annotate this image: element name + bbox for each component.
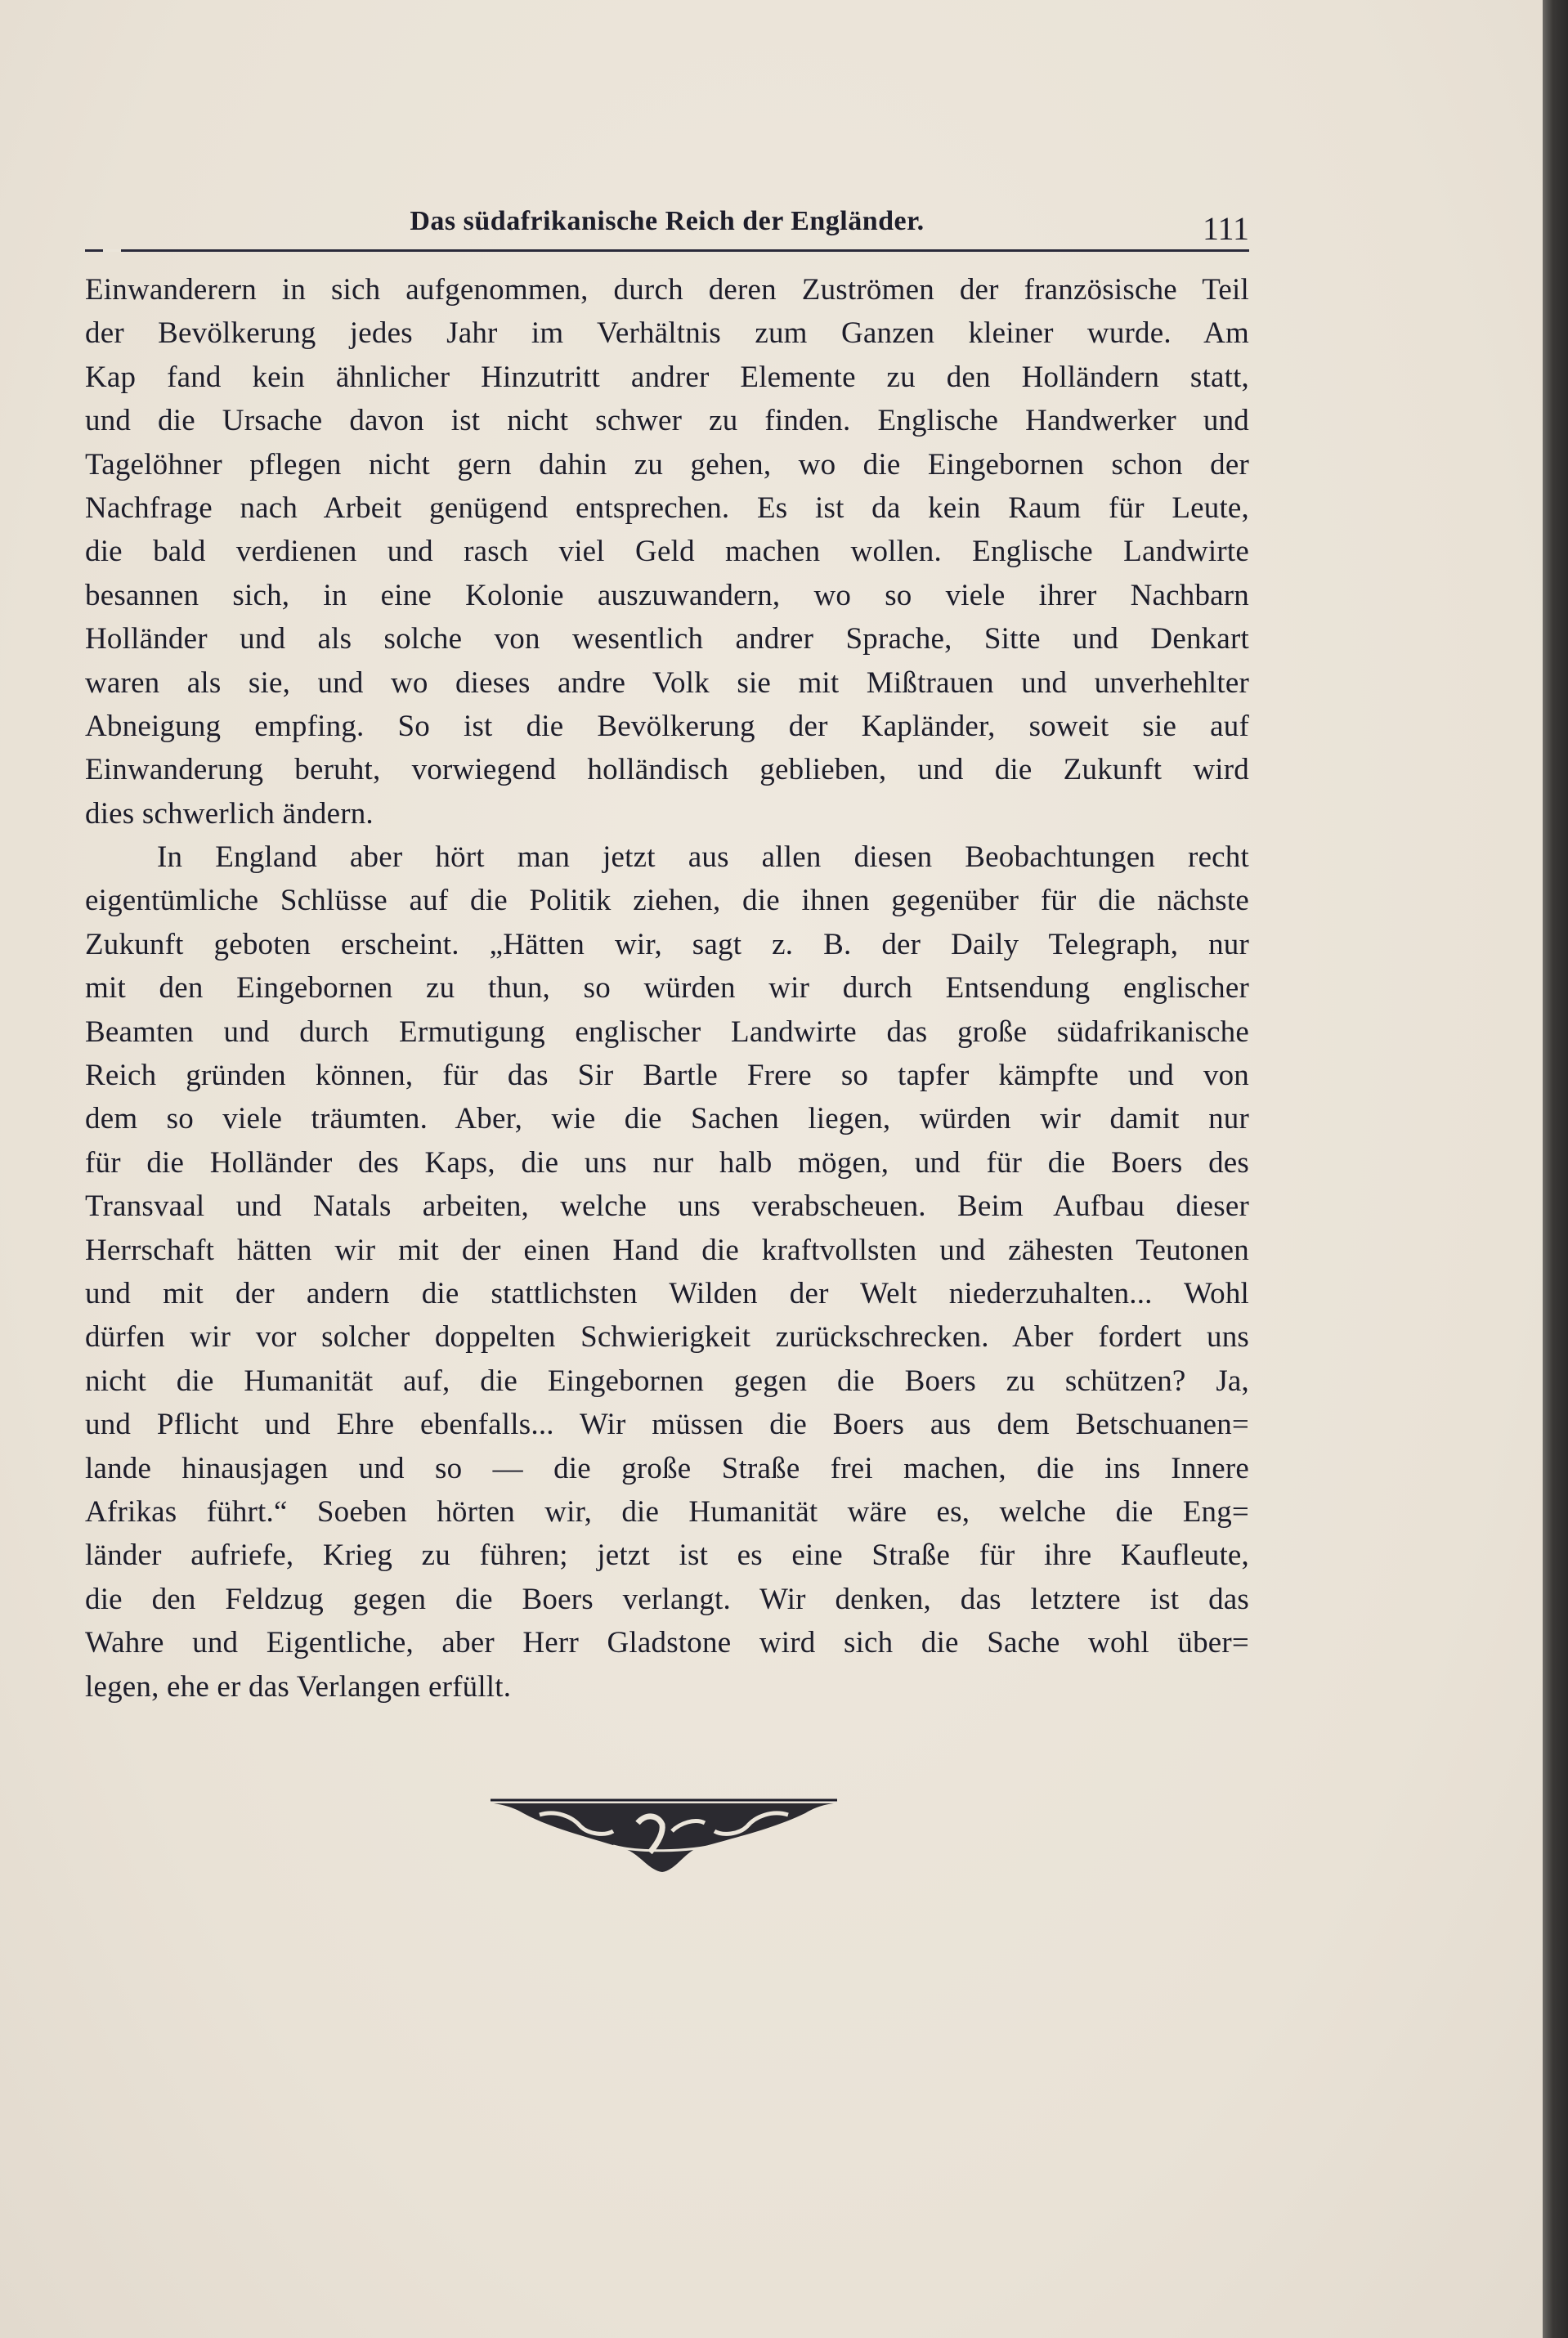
text-line: lande hinausjagen und so — die große Straße frei machen, die ins Innere bbox=[85, 1451, 1249, 1485]
tailpiece-vignette-icon bbox=[491, 1798, 837, 1874]
page-number: 111 bbox=[1202, 210, 1249, 247]
text-line: dies schwerlich ändern. bbox=[85, 796, 374, 831]
text-line: eigentümliche Schlüsse auf die Politik ziehen, die ihnen gegenüber für die nächste bbox=[85, 884, 1249, 918]
text-line: dem so viele träumten. Aber, wie die Sachen liegen, würden wir damit nur bbox=[85, 1102, 1249, 1136]
text-line: die den Feldzug gegen die Boers verlangt. Wir denken, das letztere ist das bbox=[85, 1582, 1249, 1616]
text-line: Nachfrage nach Arbeit genügend entsprechen. Es ist da kein Raum für Leute, bbox=[85, 490, 1249, 525]
text-line: Afrikas führt.“ Soeben hörten wir, die Humanität wäre es, welche die Eng= bbox=[85, 1494, 1249, 1529]
text-line: dürfen wir vor solcher doppelten Schwierigkeit zurückschrecken. Aber fordert uns bbox=[85, 1320, 1249, 1355]
text-line: länder aufriefe, Krieg zu führen; jetzt ist es eine Straße für ihre Kaufleute, bbox=[85, 1539, 1249, 1573]
text-line: und Pflicht und Ehre ebenfalls... Wir müssen die Boers aus dem Betschuanen= bbox=[85, 1408, 1249, 1442]
text-line: Einwanderern in sich aufgenommen, durch deren Zuströmen der französische Teil bbox=[85, 273, 1249, 307]
page-header bbox=[85, 206, 1249, 247]
text-line: der Bevölkerung jedes Jahr im Verhältnis zum Ganzen kleiner wurde. Am bbox=[85, 316, 1249, 351]
text-line: Einwanderung beruht, vorwiegend holländisch geblieben, und die Zukunft wird bbox=[85, 753, 1249, 787]
text-line: die bald verdienen und rasch viel Geld machen wollen. Englische Landwirte bbox=[85, 535, 1249, 569]
text-line: besannen sich, in eine Kolonie auszuwandern, wo so viele ihrer Nachbarn bbox=[85, 578, 1249, 612]
text-line: nicht die Humanität auf, die Eingebornen gegen die Boers zu schützen? Ja, bbox=[85, 1364, 1249, 1398]
text-line: Zukunft geboten erscheint. „Hätten wir, sagt z. B. der Daily Telegraph, nur bbox=[85, 927, 1249, 961]
page-edge bbox=[1543, 0, 1568, 2338]
text-line: und die Ursache davon ist nicht schwer zu finden. Englische Handwerker und bbox=[85, 404, 1249, 438]
text-line: Transvaal und Natals arbeiten, welche uns verabscheuen. Beim Aufbau dieser bbox=[85, 1189, 1249, 1224]
text-line: mit den Eingebornen zu thun, so würden wir durch Entsendung englischer bbox=[85, 971, 1249, 1006]
text-line: Kap fand kein ähnlicher Hinzutritt andrer Elemente zu den Holländern statt, bbox=[85, 360, 1249, 394]
header-rule bbox=[85, 249, 1249, 252]
text-line: Reich gründen können, für das Sir Bartle Frere so tapfer kämpfte und von bbox=[85, 1059, 1249, 1093]
running-title: Das südafrikanische Reich der Engländer. bbox=[410, 206, 925, 236]
text-line: In England aber hört man jetzt aus allen diesen Beobachtungen recht bbox=[157, 840, 1249, 875]
text-line: Holländer und als solche von wesentlich andrer Sprache, Sitte und Denkart bbox=[85, 622, 1249, 656]
text-line: Wahre und Eigentliche, aber Herr Gladstone wird sich die Sache wohl über= bbox=[85, 1626, 1249, 1660]
text-line: legen, ehe er das Verlangen erfüllt. bbox=[85, 1669, 512, 1704]
text-line: Beamten und durch Ermutigung englischer Landwirte das große südafrikanische bbox=[85, 1014, 1249, 1049]
body-text bbox=[85, 268, 1249, 1709]
text-line: Abneigung empfing. So ist die Bevölkerung der Kapländer, soweit sie auf bbox=[85, 709, 1249, 743]
text-line: und mit der andern die stattlichsten Wilden der Welt niederzuhalten... Wohl bbox=[85, 1276, 1249, 1310]
text-line: Tagelöhner pflegen nicht gern dahin zu gehen, wo die Eingebornen schon der bbox=[85, 447, 1249, 481]
text-line: waren als sie, und wo dieses andre Volk sie mit Mißtrauen und unverhehlter bbox=[85, 665, 1249, 700]
text-line: für die Holländer des Kaps, die uns nur halb mögen, und für die Boers des bbox=[85, 1145, 1249, 1180]
text-line: Herrschaft hätten wir mit der einen Hand die kraftvollsten und zähesten Teutonen bbox=[85, 1233, 1249, 1267]
